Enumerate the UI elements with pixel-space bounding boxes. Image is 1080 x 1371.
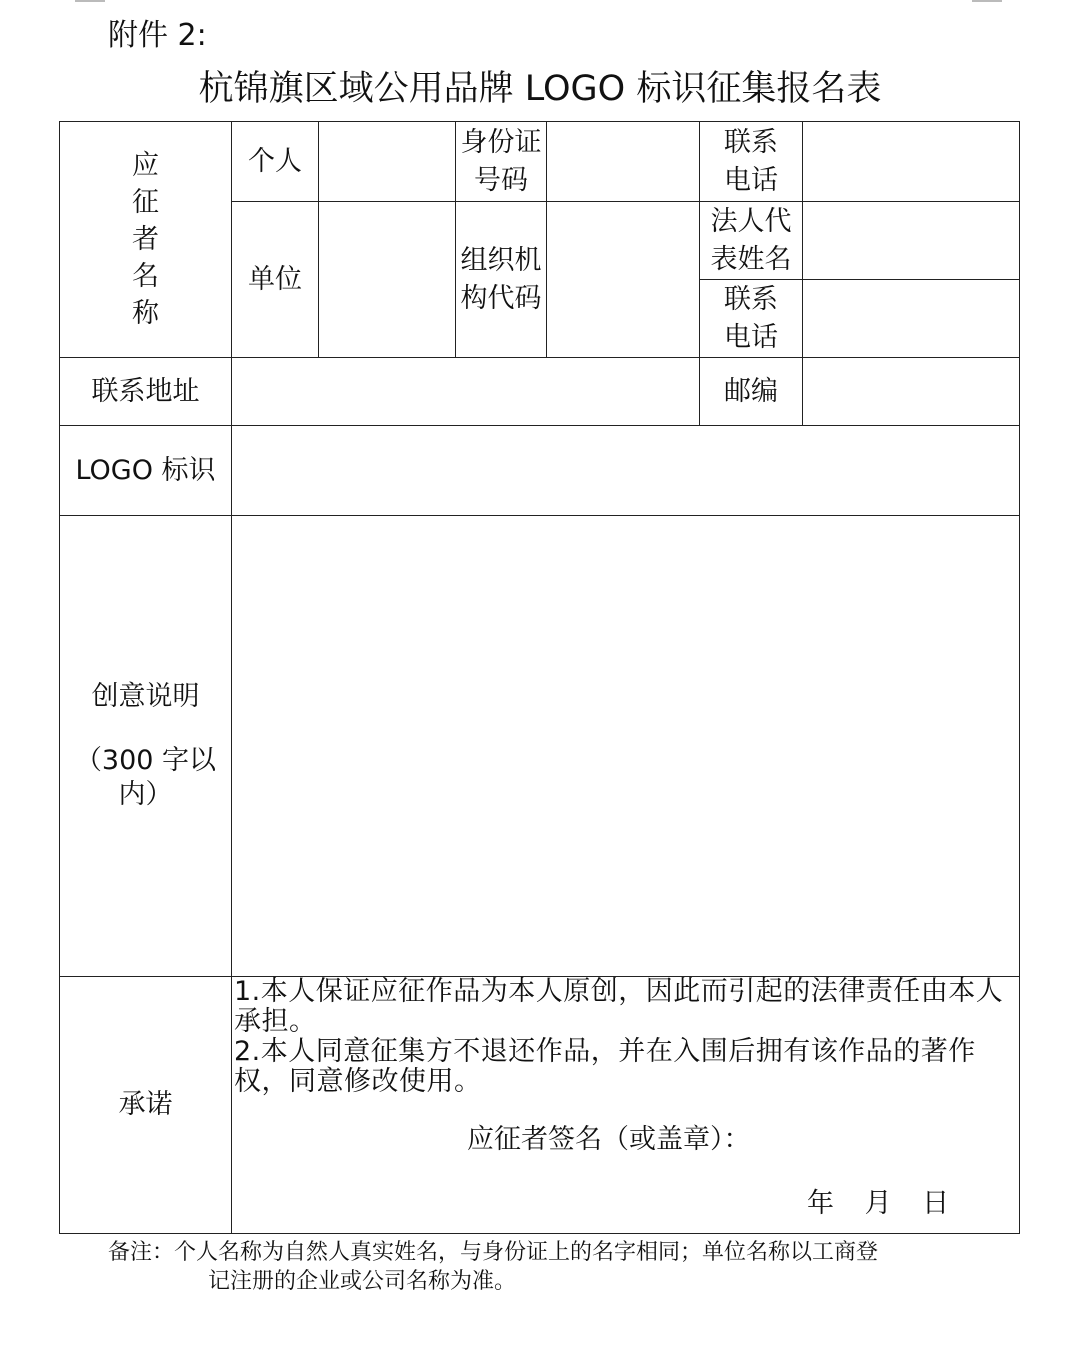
unit-name-field[interactable] (319, 202, 456, 358)
footnote-line2: 记注册的企业或公司名称为准。 (208, 1269, 517, 1294)
address-label: 联系地址 (60, 358, 232, 426)
org-code-field[interactable] (547, 202, 700, 358)
creative-limit: （300 字以内） (74, 745, 217, 810)
postcode-label: 邮编 (700, 358, 803, 426)
creative-description-field[interactable] (232, 516, 1020, 977)
footnote (108, 1238, 978, 1296)
applicant-name-label-cell (60, 122, 232, 358)
unit-contact-phone-label-cell (700, 280, 803, 358)
logo-field[interactable] (232, 426, 1020, 516)
unit-label: 单位 (232, 202, 319, 358)
postcode-field[interactable] (803, 358, 1020, 426)
page-title: 杭锦旗区域公用品牌 LOGO 标识征集报名表 (198, 69, 882, 109)
id-number-label-line1: 身份证 (460, 126, 542, 158)
logo-label: LOGO 标识 (60, 426, 232, 516)
unit-contact-phone-label-line2: 电话 (724, 321, 778, 353)
contact-phone-label-cell (700, 122, 803, 202)
individual-phone-field[interactable] (803, 122, 1020, 202)
pledge-line-1: 1.本人保证应征作品为本人原创，因此而引起的法律责任由本人承担。 (234, 976, 1004, 1037)
page-corner-mark-left (75, 0, 105, 2)
id-number-label-line2: 号码 (474, 164, 528, 196)
legal-rep-name-field[interactable] (803, 202, 1020, 280)
individual-label: 个人 (232, 122, 319, 202)
signature-label: 应征者签名（或盖章）： (467, 1124, 751, 1155)
legal-rep-label-line1: 法人代 (710, 205, 792, 237)
unit-contact-phone-label-line1: 联系 (724, 283, 778, 315)
creative-label: 创意说明 (91, 681, 200, 712)
pledge-cell (232, 977, 1020, 1234)
date-label: 年 月 日 (807, 1188, 950, 1219)
org-code-label-line1: 组织机 (460, 244, 542, 276)
unit-phone-field[interactable] (803, 280, 1020, 358)
footnote-line1: 备注：个人名称为自然人真实姓名，与身份证上的名字相同；单位名称以工商登 (108, 1240, 879, 1265)
pledge-line-2: 2.本人同意征集方不退还作品，并在入围后拥有该作品的著作权，同意修改使用。 (234, 1036, 976, 1097)
attachment-label: 附件 2: (108, 18, 207, 53)
page-corner-mark-right (972, 0, 1002, 2)
org-code-label-line2: 构代码 (460, 282, 542, 314)
registration-form-table (59, 121, 1020, 1234)
id-number-label-cell (456, 122, 547, 202)
contact-phone-label-line2: 电话 (724, 164, 778, 196)
legal-rep-label-cell (700, 202, 803, 280)
applicant-name-label: 应征者名称 (132, 150, 159, 329)
id-number-field[interactable] (547, 122, 700, 202)
contact-phone-label-line1: 联系 (724, 126, 778, 158)
creative-label-cell (60, 516, 232, 977)
org-code-label-cell (456, 202, 547, 358)
legal-rep-label-line2: 表姓名 (710, 243, 792, 275)
address-field[interactable] (232, 358, 700, 426)
pledge-label: 承诺 (60, 977, 232, 1234)
individual-name-field[interactable] (319, 122, 456, 202)
